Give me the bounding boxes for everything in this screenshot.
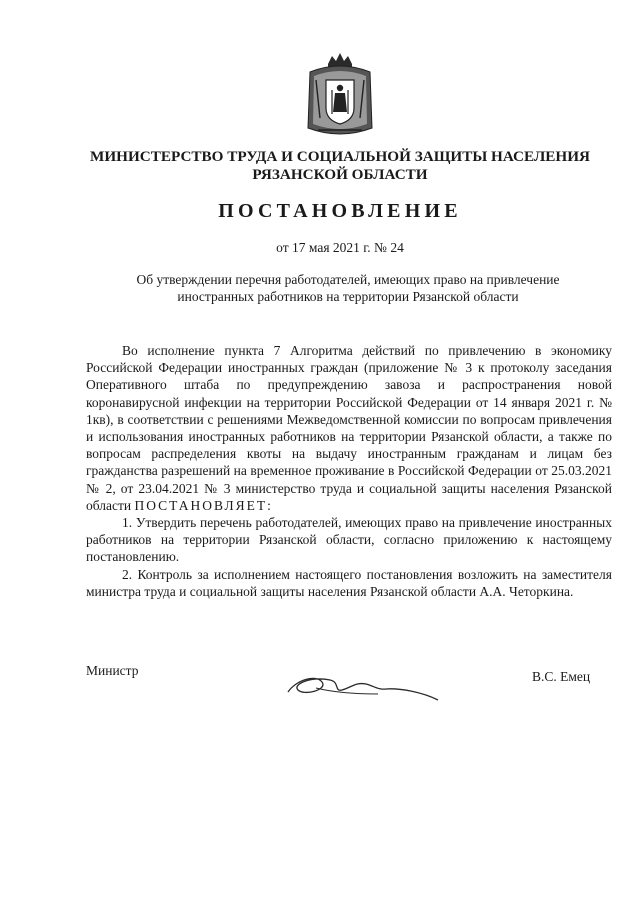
document-type-title: ПОСТАНОВЛЕНИЕ — [218, 200, 462, 222]
signer-title: Министр — [86, 663, 139, 678]
subject-line-1: Об утверждении перечня работодателей, имеющих право на привлечение — [136, 272, 560, 287]
coat-of-arms-emblem — [302, 50, 378, 138]
signer-name: В.С. Емец — [532, 669, 591, 684]
preamble-text: Во исполнение пункта 7 Алгоритма действий по привлечению в экономику Российской Федерации иностранных граждан (приложение № 3 к протоколу заседания Оперативного штаба по предупреждению завоза и распространения новой коронавирусной инфекции на территории Российской Федерации от 14 января 2021 г. № 1кв), в соответствии с решениями Межведомственной комиссии по вопросам привлечения и использования иностранных работников на территории Рязанской области, а также по вопросам распределения квоты на выдачу иностранным гражданам и лицам без гражданства разрешений на временное проживание в Российской Федерации от 25.03.2021 № 2, от 23.04.2021 № 3 министерство труда и социальной защиты населения Рязанской области — [86, 343, 612, 513]
handwritten-signature — [282, 662, 442, 710]
date-and-number: от 17 мая 2021 г. № 24 — [276, 240, 404, 255]
document-subject — [88, 271, 608, 305]
ministry-name — [60, 148, 620, 184]
ministry-line-1: МИНИСТЕРСТВО ТРУДА И СОЦИАЛЬНОЙ ЗАЩИТЫ НАСЕЛЕНИЯ — [89, 148, 590, 165]
item-1-paragraph: 1. Утвердить перечень работодателей, имеющих право на привлечение иностранных работников на территории Рязанской области, согласно приложению к настоящему постановлению. — [86, 515, 612, 565]
preamble-paragraph — [86, 342, 612, 514]
resolves-word: ПОСТАНОВЛЯЕТ: — [134, 497, 273, 513]
document-body — [86, 342, 612, 600]
ministry-line-2: РЯЗАНСКОЙ ОБЛАСТИ — [252, 166, 428, 183]
item-2-paragraph: 2. Контроль за исполнением настоящего постановления возложить на заместителя министра труда и социальной защиты населения Рязанской области А.А. Четоркина. — [86, 566, 612, 599]
subject-line-2: иностранных работников на территории Рязанской области — [177, 289, 519, 304]
